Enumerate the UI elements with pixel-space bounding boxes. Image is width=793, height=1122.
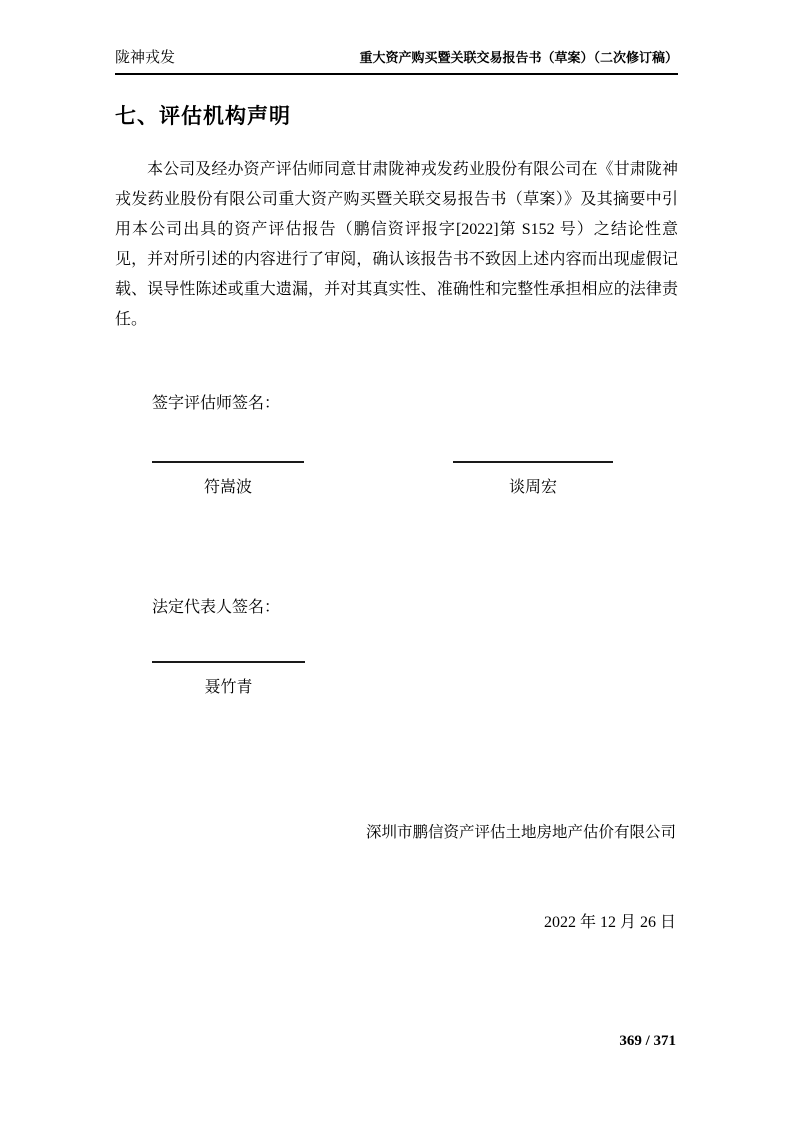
- legal-representative-signature-label: 法定代表人签名：: [152, 599, 281, 616]
- appraiser-name-1: 符嵩波: [203, 479, 252, 496]
- appraisal-company-name: 深圳市鹏信资产评估土地房地产估价有限公司: [365, 824, 676, 841]
- declaration-paragraph: 本公司及经办资产评估师同意甘肃陇神戎发药业股份有限公司在《甘肃陇神戎发药业股份有限公司重大资产购买暨关联交易报告书（草案）》及其摘要中引用本公司出具的资产评估报告（鹏信资评报字[2022]第 S152 号）之结论性意见，并对所引述的内容进行了审阅，确认该报告书不致因上述内容而出现虚假记载、误导性陈述或重大遗漏，并对其真实性、准确性和完整性承担相应的法律责任。: [115, 161, 678, 328]
- appraiser-signature-label: 签字评估师签名：: [152, 395, 281, 412]
- signature-line-legal-representative: [152, 661, 305, 699]
- signature-line-appraiser-2: [453, 461, 613, 499]
- signature-line-appraiser-1: [152, 461, 304, 499]
- appraiser-name-2: 谈周宏: [508, 479, 557, 496]
- signature-date: 2022 年 12 月 26 日: [543, 914, 676, 931]
- header-report-title: 重大资产购买暨关联交易报告书（草案）（二次修订稿）: [359, 50, 678, 65]
- appraiser-signature-row: [115, 461, 678, 499]
- legal-representative-signature-row: [115, 661, 678, 699]
- header-company-short-name: 陇神戎发: [115, 50, 176, 66]
- running-header: [115, 48, 678, 75]
- section-title: 七、评估机构声明: [115, 105, 291, 128]
- page-number: 369 / 371: [619, 1033, 676, 1049]
- legal-representative-name: 聂竹青: [204, 679, 253, 696]
